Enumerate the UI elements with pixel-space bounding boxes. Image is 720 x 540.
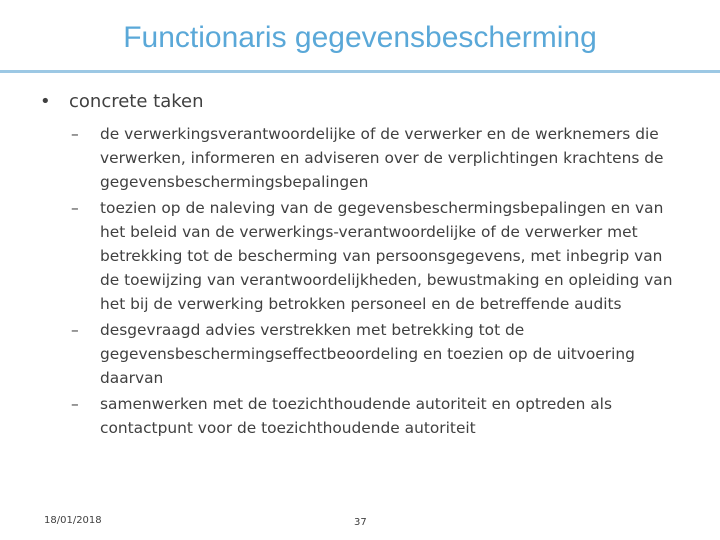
sub-bullet-marker: –	[71, 395, 79, 413]
slide-content	[40, 90, 680, 442]
sub-bullet-item	[71, 196, 680, 316]
sub-bullet-text: desgevraagd advies verstrekken met betrekking tot de gegevensbeschermingseffectbeoordeling en toezien op de uitvoering daarvan	[100, 321, 635, 387]
sub-bullet-text: de verwerkingsverantwoordelijke of de verwerker en de werknemers die verwerken, informeren en adviseren over de verplichtingen krachtens de gegevensbeschermingsbepalingen	[100, 125, 664, 191]
slide-title: Functionaris gegevensbescherming	[123, 21, 597, 54]
sub-bullet-item	[71, 318, 680, 390]
main-bullet-item	[40, 90, 680, 114]
sub-bullet-marker: –	[71, 321, 79, 339]
bullet-marker: •	[40, 91, 51, 112]
sub-bullet-marker: –	[71, 125, 79, 143]
sub-bullet-item	[71, 392, 680, 440]
footer-date: 18/01/2018	[44, 515, 102, 526]
sub-bullet-text: samenwerken met de toezichthoudende autoriteit en optreden als contactpunt voor de toezichthoudende autoriteit	[100, 395, 612, 437]
sub-bullet-marker: –	[71, 199, 79, 217]
sub-bullet-text: toezien op de naleving van de gegevensbeschermingsbepalingen en van het beleid van de verwerkings-verantwoordelijke of de verwerker met betrekking tot de bescherming van persoonsgegevens, met inbegrip van de toewijzing van verantwoordelijkheden, bewustmaking en opleiding van het bij de verwerking betrokken personeel en de betreffende audits	[100, 199, 673, 313]
title-divider	[0, 70, 720, 73]
sub-bullet-item	[71, 122, 680, 194]
page-number: 37	[354, 517, 367, 528]
sub-bullet-list	[71, 122, 680, 440]
main-bullet-text: concrete taken	[69, 91, 204, 112]
